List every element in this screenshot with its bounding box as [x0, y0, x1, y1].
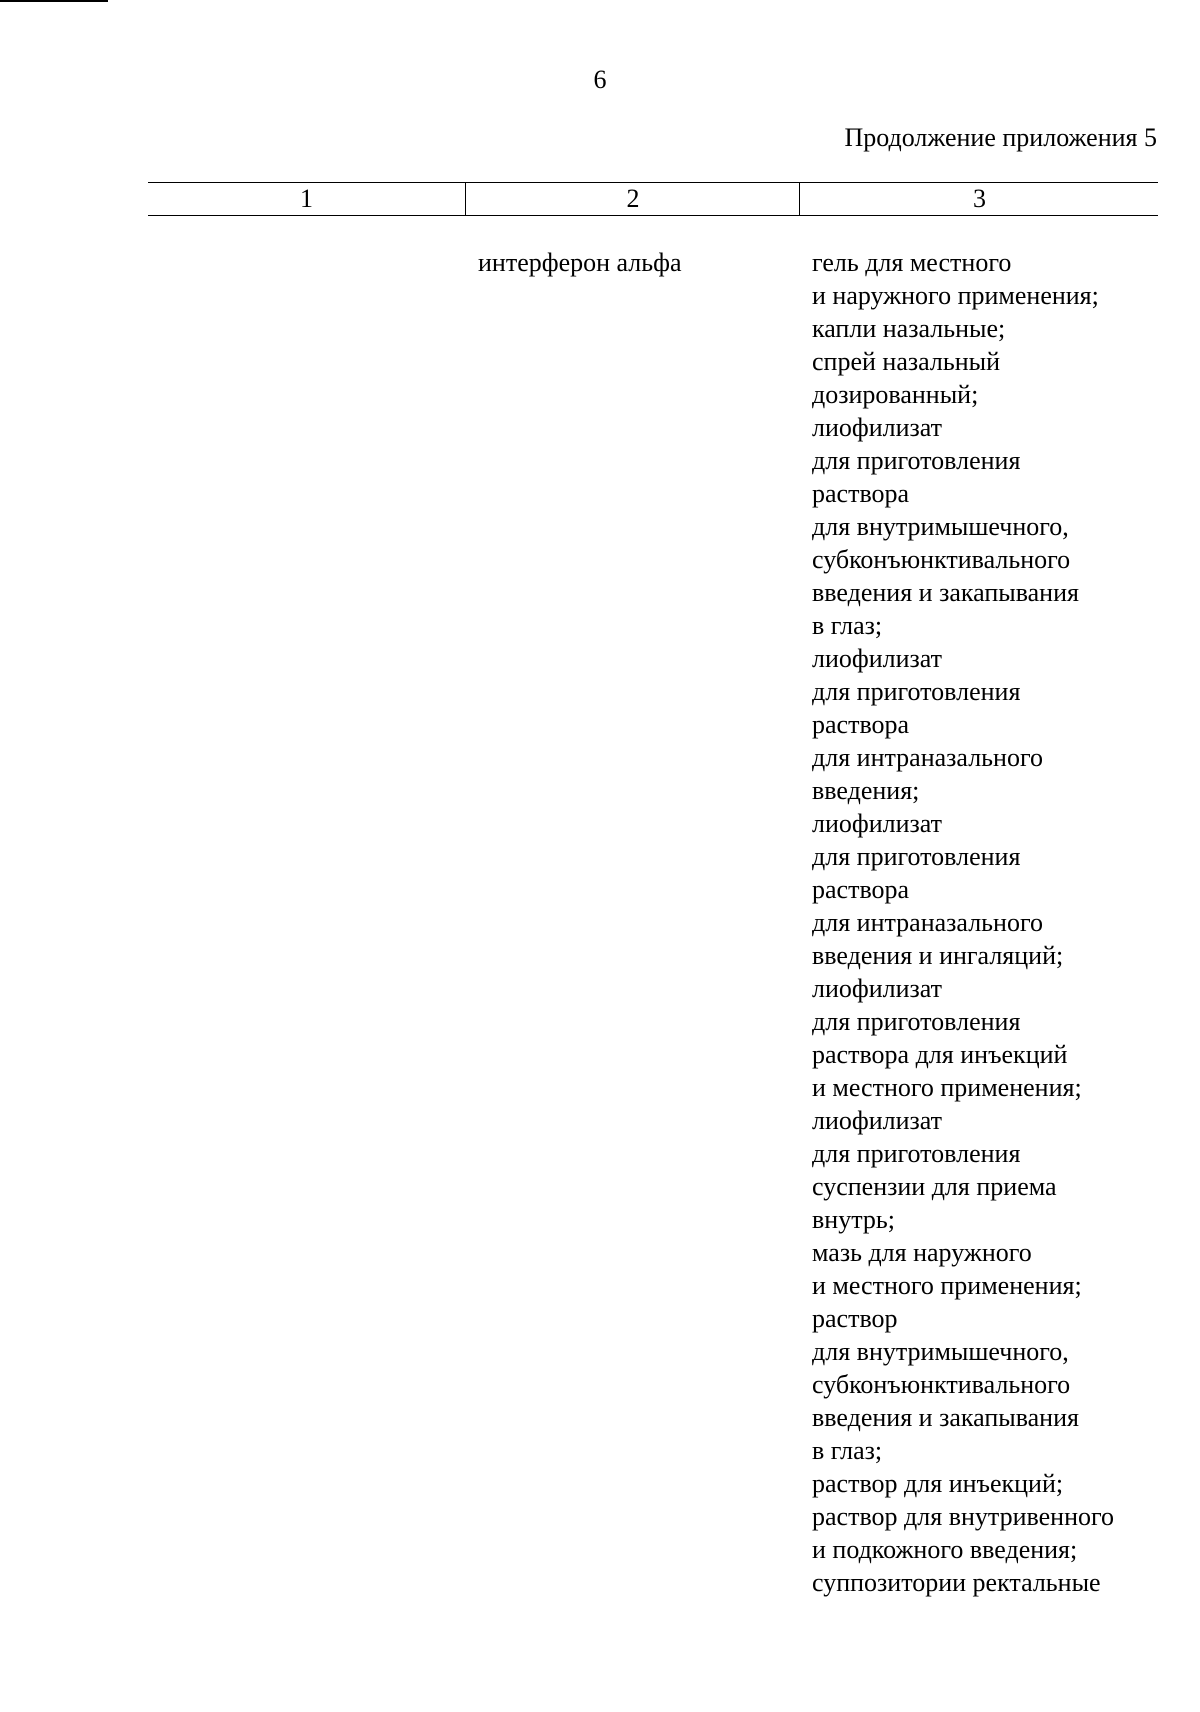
- column-header-3: 3: [799, 183, 1159, 215]
- dosage-form-line: субконъюнктивального: [812, 1370, 1071, 1399]
- dosage-form-line: раствора: [812, 710, 910, 739]
- dosage-form-line: для интраназального: [812, 908, 1043, 937]
- dosage-form-line: мазь для наружного: [812, 1238, 1032, 1267]
- dosage-form-line: лиофилизат: [812, 974, 943, 1003]
- dosage-form-line: для приготовления: [812, 446, 1021, 475]
- dosage-form-line: гель для местного: [812, 248, 1012, 277]
- dosage-form-line: в глаз;: [812, 611, 883, 640]
- table-header-row: [148, 182, 1158, 216]
- dosage-form-line: дозированный;: [812, 380, 979, 409]
- dosage-form-line: для интраназального: [812, 743, 1043, 772]
- substance-name: интерферон альфа: [478, 248, 682, 277]
- dosage-form-line: раствор: [812, 1304, 898, 1333]
- dosage-form-line: спрей назальный: [812, 347, 1001, 376]
- dosage-form-line: раствор для внутривенного: [812, 1502, 1114, 1531]
- dosage-forms-list: [812, 246, 1114, 1599]
- dosage-form-line: раствора для инъекций: [812, 1040, 1068, 1069]
- dosage-form-line: лиофилизат: [812, 809, 943, 838]
- dosage-form-line: введения и ингаляций;: [812, 941, 1064, 970]
- dosage-form-line: и местного применения;: [812, 1271, 1082, 1300]
- dosage-form-line: для приготовления: [812, 1139, 1021, 1168]
- dosage-form-line: для приготовления: [812, 677, 1021, 706]
- column-header-2: 2: [465, 183, 800, 215]
- dosage-form-line: суппозитории ректальные: [812, 1568, 1101, 1597]
- page-number: 6: [593, 65, 607, 94]
- dosage-form-line: для внутримышечного,: [812, 1337, 1069, 1366]
- dosage-form-line: и наружного применения;: [812, 281, 1099, 310]
- dosage-form-line: и местного применения;: [812, 1073, 1082, 1102]
- dosage-form-line: для приготовления: [812, 842, 1021, 871]
- dosage-form-line: лиофилизат: [812, 1106, 943, 1135]
- dosage-form-line: для внутримышечного,: [812, 512, 1069, 541]
- dosage-form-line: раствора: [812, 479, 910, 508]
- dosage-form-line: внутрь;: [812, 1205, 895, 1234]
- dosage-form-line: введения и закапывания: [812, 1403, 1079, 1432]
- dosage-form-line: для приготовления: [812, 1007, 1021, 1036]
- dosage-form-line: введения и закапывания: [812, 578, 1079, 607]
- column-header-1: 1: [300, 184, 313, 213]
- scan-edge-mark: [0, 0, 108, 2]
- dosage-form-line: введения;: [812, 776, 920, 805]
- dosage-form-line: и подкожного введения;: [812, 1535, 1078, 1564]
- dosage-form-line: лиофилизат: [812, 413, 943, 442]
- dosage-form-line: лиофилизат: [812, 644, 943, 673]
- dosage-form-line: суспензии для приема: [812, 1172, 1057, 1201]
- continuation-label: Продолжение приложения 5: [844, 123, 1157, 152]
- dosage-form-line: капли назальные;: [812, 314, 1006, 343]
- dosage-form-line: в глаз;: [812, 1436, 883, 1465]
- dosage-form-line: раствора: [812, 875, 910, 904]
- dosage-form-line: субконъюнктивального: [812, 545, 1071, 574]
- dosage-form-line: раствор для инъекций;: [812, 1469, 1064, 1498]
